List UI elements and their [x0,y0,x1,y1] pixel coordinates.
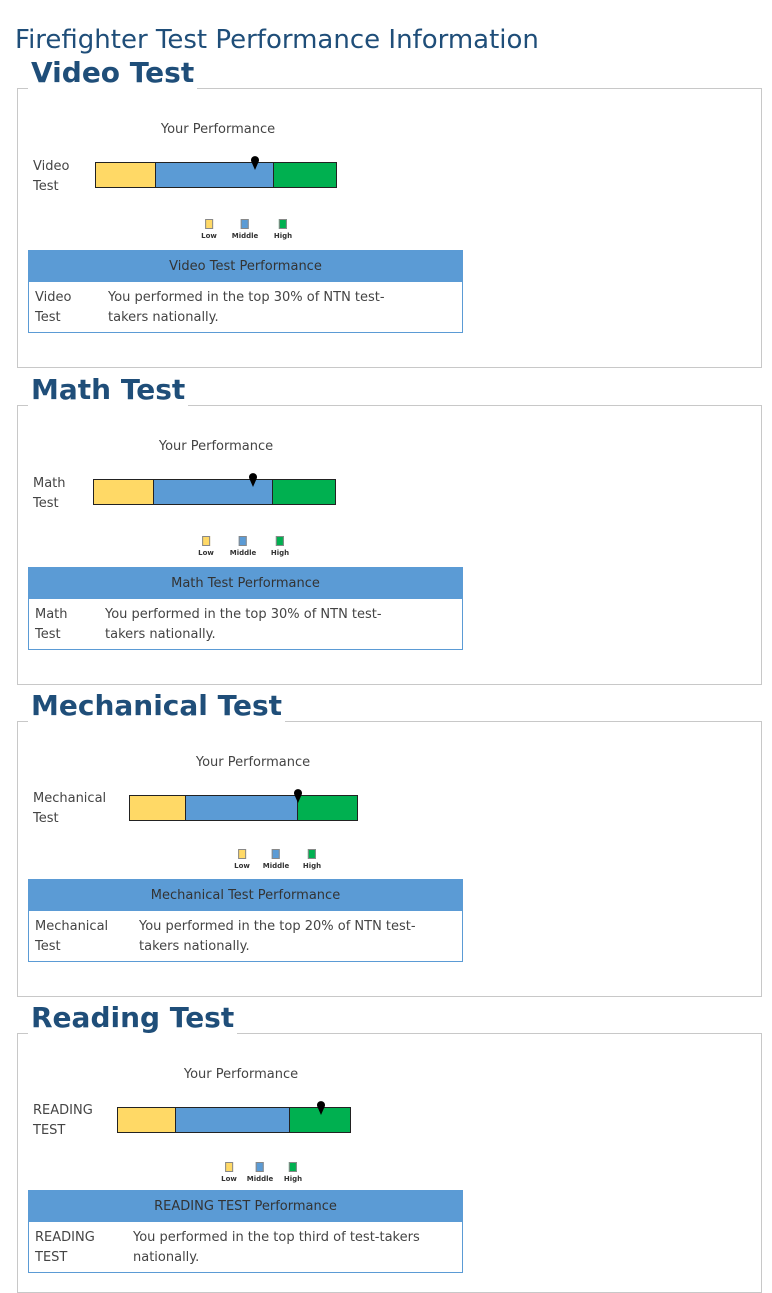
chart-row-label [33,1101,93,1141]
bar-segment-middle [186,795,298,821]
table-cell-test [35,288,71,328]
section-title: Reading Test [28,1000,237,1036]
score-marker-icon [248,473,258,487]
chart-row-label-line1: Math [33,476,66,491]
chart-row-label-line1: Video [33,159,70,174]
mechanical-test-section [17,689,762,997]
chart-row-label [33,789,106,829]
legend-high-swatch [279,219,287,229]
legend-high-label: High [283,1175,303,1183]
legend-low-label: Low [201,232,217,240]
bar-segment-low [117,1107,176,1133]
legend-middle [247,1162,274,1183]
legend-low-label: Low [198,549,214,557]
legend-high-swatch [289,1162,297,1172]
legend-low [234,849,250,870]
legend-middle-label: Middle [231,232,259,240]
score-marker-icon [293,789,303,803]
performance-table [28,879,463,962]
math-test-section [17,373,762,685]
table-cell-test-line2: Test [35,627,61,642]
legend-middle-label: Middle [246,1175,274,1183]
legend-high-swatch [308,849,316,859]
chart-row-label-line1: Mechanical [33,791,107,806]
section-title: Math Test [28,372,188,408]
table-cell-test [35,917,108,957]
legend-low [198,536,214,557]
legend-middle [263,849,290,870]
chart-row-label-line2: TEST [33,1123,66,1138]
table-cell-test [35,1228,95,1268]
table-cell-result: You performed in the top 20% of NTN test-takers nationally. [139,919,416,954]
bar-segment-high [274,162,337,188]
legend-middle-swatch [239,536,247,546]
bar-segment-low [95,162,156,188]
performance-table [28,567,463,650]
bar-segment-low [93,479,154,505]
legend-middle-swatch [241,219,249,229]
table-cell-test-line2: Test [35,310,61,325]
chart-row-label-line2: Test [33,179,59,194]
performance-table [28,1190,463,1273]
bar-segment-low [129,795,186,821]
table-header: Mechanical Test Performance [29,880,462,911]
table-row [29,911,462,961]
legend-high [303,849,321,870]
performance-table [28,250,463,333]
chart-row-label-line2: Test [33,496,59,511]
legend-middle [230,536,257,557]
table-header: Math Test Performance [29,568,462,599]
table-cell-test-line1: READING [35,1230,95,1245]
page-title: Firefighter Test Performance Information [15,25,539,55]
legend-low-swatch [205,219,213,229]
legend-low [201,219,217,240]
chart-row-label-line2: Test [33,811,59,826]
table-header: Video Test Performance [29,251,462,282]
legend-middle-label: Middle [262,862,290,870]
legend-high [274,219,292,240]
legend-middle-label: Middle [229,549,257,557]
chart-row-label-line1: READING [33,1103,93,1118]
table-cell-test-line2: TEST [35,1250,68,1265]
legend-middle-swatch [256,1162,264,1172]
reading-test-section [17,1001,762,1293]
legend-middle-swatch [272,849,280,859]
bar-segment-middle [176,1107,290,1133]
legend-high [271,536,289,557]
table-cell-test-line1: Video [35,290,72,305]
score-marker-icon [316,1101,326,1115]
table-cell-result: You performed in the top 30% of NTN test-takers nationally. [105,607,382,642]
bar-segment-high [273,479,336,505]
legend-high-label: High [270,549,290,557]
bar-segment-high [298,795,358,821]
table-cell-result: You performed in the top third of test-takers nationally. [133,1230,420,1265]
legend-low-swatch [238,849,246,859]
legend-low-label: Low [234,862,250,870]
section-title: Video Test [28,55,197,91]
chart-row-label [33,474,66,514]
legend-high [284,1162,302,1183]
legend-high-label: High [302,862,322,870]
table-cell-test-line2: Test [35,939,61,954]
chart-title: Your Performance [183,1067,299,1082]
table-cell-test [35,605,68,645]
chart-row-label [33,157,69,197]
table-row [29,1222,462,1272]
table-header: READING TEST Performance [29,1191,462,1222]
table-cell-test-line1: Math [35,607,68,622]
legend-low-label: Low [221,1175,237,1183]
video-test-section [17,56,762,368]
legend-low [221,1162,237,1183]
table-cell-test-line1: Mechanical [35,919,109,934]
legend-high-label: High [273,232,293,240]
section-title: Mechanical Test [28,688,285,724]
chart-title: Your Performance [160,122,276,137]
legend-high-swatch [276,536,284,546]
table-row [29,599,462,649]
table-cell-result: You performed in the top 30% of NTN test-takers nationally. [108,290,385,325]
legend-low-swatch [202,536,210,546]
chart-title: Your Performance [195,755,311,770]
legend-middle [232,219,259,240]
chart-title: Your Performance [158,439,274,454]
table-row [29,282,462,332]
legend-low-swatch [225,1162,233,1172]
score-marker-icon [250,156,260,170]
